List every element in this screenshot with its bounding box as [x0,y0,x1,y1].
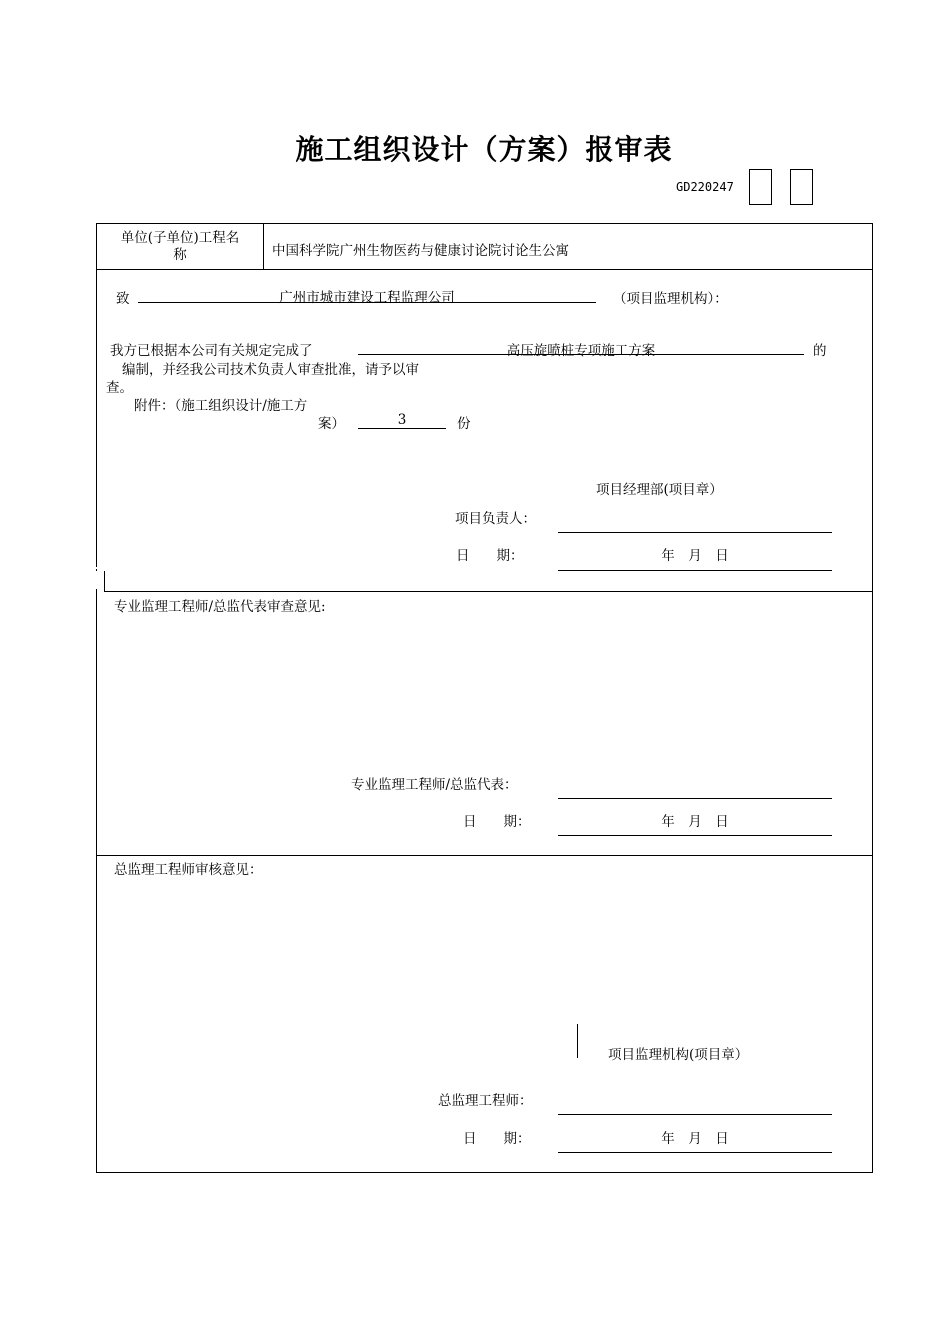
chief-date-label: 日 期： [463,1131,531,1147]
code-box-1[interactable] [749,169,772,205]
manager-label: 项目负责人： [455,511,536,527]
attachment-count-underline [358,428,446,429]
specialist-date-label: 日 期： [463,814,531,830]
code-box-2[interactable] [790,169,813,205]
specialist-heading: 专业监理工程师/总监代表审查意见: [114,599,326,615]
chief-date-line [558,1152,832,1153]
row-divider-2 [104,591,873,592]
row-divider-1 [96,269,873,270]
plan-name[interactable]: 高压旋喷桩专项施工方案 [506,343,656,359]
form-title: 施工组织设计（方案）报审表 [295,133,673,166]
chief-signer-label: 总监理工程师： [438,1093,533,1109]
project-label [97,230,263,264]
project-name: 中国科学院广州生物医药与健康讨论院讨论生公寓 [272,243,569,259]
row-divider-3 [96,855,873,856]
left-edge-mark-1 [96,569,97,571]
specialist-signature-line[interactable] [558,798,832,799]
chief-seal: 项目监理机构(项目章） [608,1047,749,1063]
statement-prefix: 我方已根据本公司有关规定完成了 [110,343,313,359]
label-column-divider [263,223,264,269]
to-prefix: 致 [116,291,130,307]
submission-date-value[interactable]: 年 月 日 [661,548,729,564]
dept-seal: 项目经理部(项目章） [596,482,723,498]
to-company[interactable]: 广州市城市建设工程监理公司 [279,290,455,306]
specialist-date-line [558,835,832,836]
chief-heading: 总监理工程师审核意见： [114,862,263,878]
project-label-line2: 称 [173,247,187,263]
project-label-line1: 单位(子单位)工程名 [120,230,240,246]
left-edge-mark-2 [104,571,105,591]
chief-date-value[interactable]: 年 月 日 [661,1131,729,1147]
attachment-unit: 份 [457,416,471,432]
manager-signature-line[interactable] [558,532,832,533]
statement-line2: 编制，并经我公司技术负责人审查批准，请予以审 [122,362,419,378]
attachment-label: 附件：（施工组织设计/施工方 [134,398,308,414]
submission-date-line [558,570,832,571]
chief-signature-line[interactable] [558,1114,832,1115]
submission-date-label: 日 期： [456,548,524,564]
attachment-count[interactable]: 3 [397,412,407,428]
form-code: GD220247 [676,180,734,194]
chief-seal-mark [577,1024,578,1058]
statement-of: 的 [813,343,827,359]
attachment-label-2: 案） [318,416,345,432]
to-suffix: （项目监理机构）： [613,291,728,307]
specialist-date-value[interactable]: 年 月 日 [661,814,729,830]
statement-line3: 查。 [106,380,133,396]
specialist-signer-label: 专业监理工程师/总监代表： [351,777,518,793]
